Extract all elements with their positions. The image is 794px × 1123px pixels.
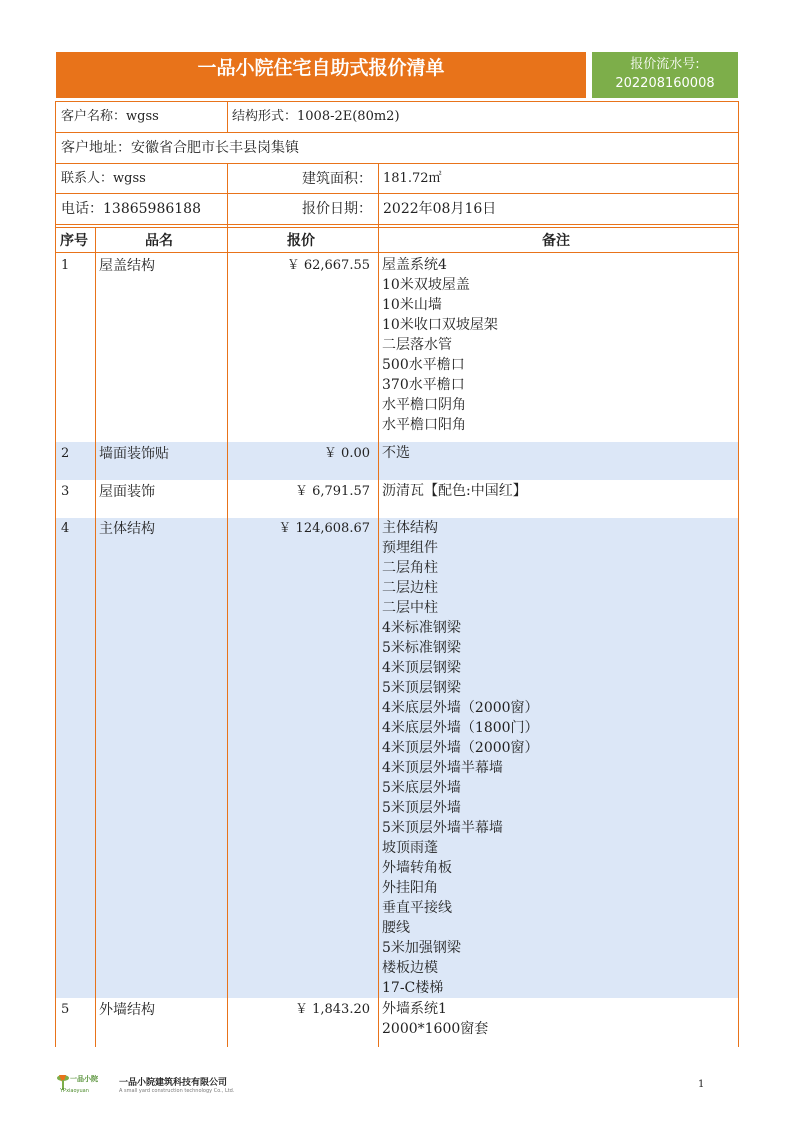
structure-type: 结构形式：1008-2E(80m2) [232, 109, 400, 124]
area-value: 181.72㎡ [383, 171, 442, 186]
note-line: 4米顶层外墙（2000窗） [382, 740, 539, 756]
note-line: 二层落水管 [382, 337, 452, 353]
row-no: 2 [61, 446, 70, 461]
header-notes: 备注 [542, 233, 570, 249]
note-line: 5米底层外墙 [382, 780, 461, 796]
note-line: 17-C楼梯 [382, 980, 444, 996]
note-line: 5米顶层钢梁 [382, 680, 461, 696]
header-name: 品名 [145, 233, 173, 249]
table-header [56, 228, 738, 252]
note-line: 坡顶雨蓬 [382, 840, 438, 856]
row-notes [382, 255, 498, 435]
row-price: ￥ 6,791.57 [294, 484, 370, 499]
note-line: 4米底层外墙（1800门） [382, 720, 539, 736]
note-line: 垂直平接线 [382, 900, 452, 916]
note-line: 5米顶层外墙半幕墙 [382, 820, 503, 836]
note-line: 5米顶层外墙 [382, 800, 461, 816]
row-price: ￥ 0.00 [323, 446, 370, 461]
note-line: 2000*1600窗套 [382, 1021, 489, 1037]
company-name: 一品小院建筑科技有限公司 [119, 1078, 228, 1088]
note-line: 二层角柱 [382, 560, 438, 576]
serial-number-box [592, 52, 738, 98]
row-no: 5 [61, 1002, 70, 1017]
note-line: 4米顶层钢梁 [382, 660, 461, 676]
row-notes [382, 518, 539, 998]
page-number: 1 [698, 1079, 705, 1090]
note-line: 屋盖系统4 [382, 257, 447, 273]
area-label: 建筑面积： [302, 171, 372, 187]
logo-subtext: YPxiaoyuan [60, 1088, 89, 1094]
row-notes [382, 443, 410, 463]
note-line: 不选 [382, 445, 410, 461]
note-line: 预埋组件 [382, 540, 438, 556]
serial-value: 202208160008 [615, 76, 715, 91]
note-line: 外挂阳角 [382, 880, 438, 896]
note-line: 10米山墙 [382, 297, 442, 313]
row-notes [382, 481, 527, 501]
note-line: 沥清瓦【配色:中国红】 [382, 483, 527, 499]
header-price: 报价 [287, 233, 315, 249]
phone-number: 电话：13865986188 [61, 201, 201, 217]
note-line: 4米底层外墙（2000窗） [382, 700, 539, 716]
customer-name: 客户名称：wgss [61, 109, 159, 124]
note-line: 5米标准钢梁 [382, 640, 461, 656]
row-no: 1 [61, 258, 70, 273]
note-line: 水平檐口阴角 [382, 397, 466, 413]
note-line: 楼板边模 [382, 960, 438, 976]
note-line: 外墙转角板 [382, 860, 452, 876]
note-line: 370水平檐口 [382, 377, 465, 393]
note-line: 二层中柱 [382, 600, 438, 616]
row-name: 墙面装饰贴 [99, 446, 169, 462]
quote-date-label: 报价日期： [302, 201, 372, 217]
note-line: 水平檐口阳角 [382, 417, 466, 433]
company-logo [56, 1070, 112, 1096]
customer-address: 客户地址：安徽省合肥市长丰县岗集镇 [61, 140, 299, 156]
logo-text: 一品小院 [70, 1075, 98, 1083]
contact-person: 联系人：wgss [61, 171, 146, 186]
note-line: 10米双坡屋盖 [382, 277, 470, 293]
note-line: 5米加强钢梁 [382, 940, 461, 956]
page-footer [56, 1070, 738, 1100]
note-line: 4米顶层外墙半幕墙 [382, 760, 503, 776]
note-line: 500水平檐口 [382, 357, 465, 373]
note-line: 主体结构 [382, 520, 438, 536]
row-name: 主体结构 [99, 521, 155, 537]
company-name-en: A small yard construction technology Co., Ltd. [119, 1088, 235, 1094]
row-notes [382, 999, 488, 1039]
row-price: ￥ 62,667.55 [286, 258, 370, 273]
row-price: ￥ 1,843.20 [294, 1002, 370, 1017]
page-title: 一品小院住宅自助式报价清单 [56, 52, 586, 98]
row-no: 3 [61, 484, 70, 499]
row-price: ￥ 124,608.67 [278, 521, 370, 536]
quote-date-value: 2022年08月16日 [383, 201, 497, 217]
row-no: 4 [61, 521, 70, 536]
row-name: 屋盖结构 [99, 258, 155, 274]
row-name: 屋面装饰 [99, 484, 155, 500]
note-line: 10米收口双坡屋架 [382, 317, 498, 333]
note-line: 外墙系统1 [382, 1001, 447, 1017]
header-no: 序号 [60, 233, 88, 249]
note-line: 4米标准钢梁 [382, 620, 461, 636]
note-line: 二层边柱 [382, 580, 438, 596]
note-line: 腰线 [382, 920, 410, 936]
row-name: 外墙结构 [99, 1002, 155, 1018]
serial-label: 报价流水号: [630, 57, 700, 72]
